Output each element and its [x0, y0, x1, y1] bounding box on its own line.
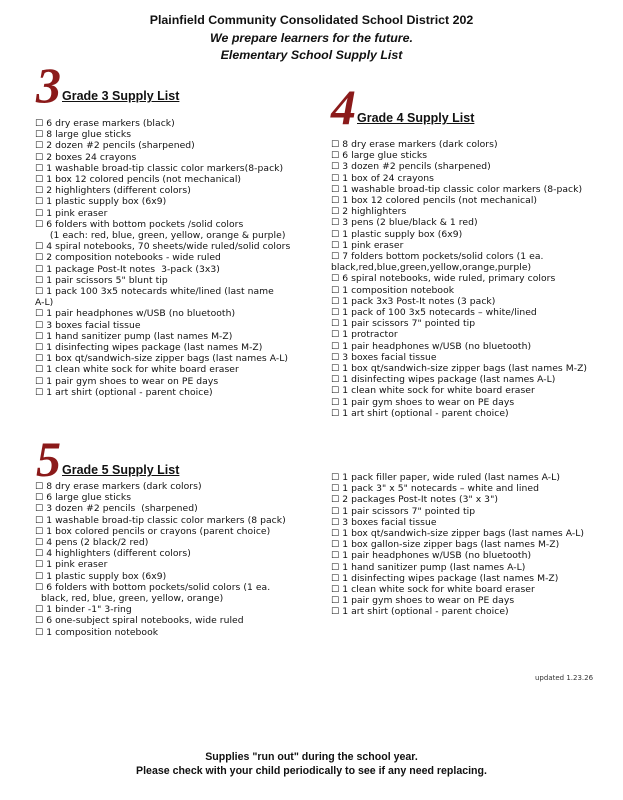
supply-item: ☐ 1 art shirt (optional - parent choice)	[331, 407, 509, 419]
grade3-heading	[36, 57, 180, 113]
supply-item: ☐ 1 box 12 colored pencils (not mechanical)	[331, 195, 538, 207]
supply-item: ☐ 3 boxes facial tissue	[331, 351, 437, 363]
supply-item: ☐ 1 box qt/sandwich-size zipper bags (last names A-L)	[35, 353, 289, 365]
supply-item: ☐ 1 box qt/sandwich-size zipper bags (last names M-Z)	[331, 363, 588, 375]
district-motto: We prepare learners for the future.	[210, 31, 413, 45]
supply-item: ☐ 3 pens (2 blue/black & 1 red)	[331, 217, 478, 229]
supply-item: ☐ 7 folders bottom pockets/solid colors (1 ea.	[331, 251, 544, 263]
supply-item: ☐ 2 dozen #2 pencils (sharpened)	[35, 140, 195, 152]
grade4-supply-list	[331, 139, 587, 419]
document-title: Elementary School Supply List	[220, 48, 403, 62]
grade3-supply-list	[35, 118, 290, 398]
supply-item: (1 each: red, blue, green, yellow, orange & purple)	[35, 230, 286, 242]
grade4-title: Grade 4 Supply List	[357, 111, 475, 125]
supply-item: ☐ 1 pink eraser	[35, 559, 108, 571]
supply-item: ☐ 1 pink eraser	[35, 207, 108, 219]
supply-item: ☐ 3 dozen #2 pencils (sharpened)	[35, 503, 198, 515]
supply-item: ☐ 6 folders with bottom pockets/solid colors (1 ea.	[35, 581, 271, 593]
supply-item: ☐ 2 highlighters (different colors)	[35, 185, 191, 197]
supply-item: ☐ 1 pair scissors 7" pointed tip	[331, 505, 476, 517]
supply-item: ☐ 8 dry erase markers (dark colors)	[331, 139, 498, 150]
supply-item: ☐ 1 pack of 100 3x5 notecards – white/lined	[331, 307, 537, 319]
supply-item: ☐ 1 plastic supply box (6x9)	[35, 196, 167, 208]
district-name: Plainfield Community Consolidated School District 202	[149, 13, 474, 27]
supply-item: ☐ 2 highlighters	[331, 206, 407, 218]
grade5-title: Grade 5 Supply List	[62, 463, 180, 477]
supply-item: ☐ 1 clean white sock for white board eraser	[331, 584, 535, 596]
supply-item: ☐ 1 box of 24 crayons	[331, 172, 435, 184]
supply-item: ☐ 1 pair headphones w/USB (no bluetooth)	[331, 340, 532, 352]
supply-item: ☐ 1 pink eraser	[331, 239, 404, 251]
supply-item: black,red,blue,green,yellow,orange,purple)	[331, 262, 532, 274]
supply-item: ☐ 4 pens (2 black/2 red)	[35, 537, 149, 549]
supply-item: ☐ 1 plastic supply box (6x9)	[35, 570, 167, 582]
supply-item: ☐ 6 large glue sticks	[35, 492, 132, 504]
supply-item: ☐ 8 dry erase markers (dark colors)	[35, 481, 202, 492]
supply-item: ☐ 1 pair scissors 5" blunt tip	[35, 274, 168, 286]
supply-item: A-L)	[35, 297, 54, 309]
supply-item: ☐ 1 pack filler paper, wide ruled (last names A-L)	[331, 472, 560, 483]
supply-item: ☐ 1 pair headphones w/USB (no bluetooth)	[35, 308, 236, 320]
supply-item: ☐ 1 package Post-It notes 3-pack (3x3)	[35, 263, 220, 275]
supply-item: ☐ 1 hand sanitizer pump (last names M-Z)	[35, 330, 233, 342]
supply-item: ☐ 1 protractor	[331, 329, 398, 341]
supply-item: ☐ 1 disinfecting wipes package (last names M-Z)	[331, 572, 559, 584]
supply-item: ☐ 6 one-subject spiral notebooks, wide ruled	[35, 615, 244, 627]
supply-item: ☐ 1 art shirt (optional - parent choice)	[35, 386, 213, 398]
supply-item: ☐ 4 highlighters (different colors)	[35, 548, 191, 560]
supply-item: ☐ 1 pair gym shoes to wear on PE days	[331, 396, 515, 408]
supply-item: ☐ 4 spiral notebooks, 70 sheets/wide ruled/solid colors	[35, 241, 291, 253]
supply-item: ☐ 1 disinfecting wipes package (last names M-Z)	[35, 342, 263, 354]
supply-item: ☐ 1 art shirt (optional - parent choice)	[331, 606, 509, 618]
supply-item: ☐ 1 washable broad-tip classic color markers(8-pack)	[35, 162, 284, 174]
supply-item: ☐ 1 pair scissors 7" pointed tip	[331, 318, 476, 330]
grade5-heading	[36, 431, 180, 487]
supply-item: ☐ 1 washable broad-tip classic color markers (8-pack)	[331, 183, 583, 195]
supply-item: ☐ 1 clean white sock for white board eraser	[331, 385, 535, 397]
supply-item: ☐ 1 composition notebook	[331, 284, 455, 296]
supply-item: ☐ 1 washable broad-tip classic color markers (8 pack)	[35, 514, 286, 526]
supply-item: ☐ 1 pair gym shoes to wear on PE days	[331, 595, 515, 607]
grade3-numeral: 3	[36, 57, 60, 113]
supply-item: ☐ 1 pack 100 3x5 notecards white/lined (last name	[35, 286, 274, 298]
footer-line-1: Supplies "run out" during the school year.	[205, 751, 418, 763]
grade5-supply-list-right	[331, 472, 584, 618]
supply-item: ☐ 1 binder -1" 3-ring	[35, 604, 132, 616]
updated-date: updated 1.23.26	[535, 674, 594, 682]
grade4-heading	[331, 79, 475, 135]
supply-item: ☐ 6 large glue sticks	[331, 150, 428, 162]
grade5-numeral: 5	[36, 431, 60, 487]
grade5-supply-list-left	[35, 481, 286, 638]
supply-item: ☐ 1 plastic supply box (6x9)	[331, 228, 463, 240]
grade3-title: Grade 3 Supply List	[62, 89, 180, 103]
supply-item: ☐ 2 boxes 24 crayons	[35, 151, 137, 163]
supply-item: ☐ 1 clean white sock for white board eraser	[35, 364, 239, 376]
supply-item: ☐ 1 box 12 colored pencils (not mechanical)	[35, 174, 242, 186]
supply-item: black, red, blue, green, yellow, orange)	[35, 593, 224, 605]
supply-item: ☐ 8 large glue sticks	[35, 129, 132, 141]
supply-item: ☐ 1 hand sanitizer pump (last names A-L)	[331, 561, 526, 573]
supply-item: ☐ 1 disinfecting wipes package (last names A-L)	[331, 374, 556, 386]
supply-item: ☐ 3 boxes facial tissue	[35, 319, 141, 331]
grade4-numeral: 4	[331, 79, 355, 135]
supply-item: ☐ 1 composition notebook	[35, 626, 159, 638]
supply-item: ☐ 1 pack 3x3 Post-It notes (3 pack)	[331, 295, 496, 307]
supply-item: ☐ 3 boxes facial tissue	[331, 516, 437, 528]
supply-item: ☐ 1 box gallon-size zipper bags (last names M-Z)	[331, 539, 560, 551]
supply-item: ☐ 1 box colored pencils or crayons (parent choice)	[35, 525, 271, 537]
supply-item: ☐ 6 dry erase markers (black)	[35, 118, 175, 129]
supply-item: ☐ 6 folders with bottom pockets /solid colors	[35, 218, 244, 230]
supply-item: ☐ 1 pack 3" x 5" notecards – white and lined	[331, 483, 539, 495]
supply-item: ☐ 1 pair headphones w/USB (no bluetooth)	[331, 550, 532, 562]
supply-item: ☐ 1 pair gym shoes to wear on PE days	[35, 375, 219, 387]
supply-item: ☐ 6 spiral notebooks, wide ruled, primary colors	[331, 273, 556, 285]
footer-line-2: Please check with your child periodically to see if any need replacing.	[136, 765, 487, 777]
supply-item: ☐ 2 composition notebooks - wide ruled	[35, 252, 221, 264]
supply-item: ☐ 2 packages Post-It notes (3" x 3")	[331, 494, 498, 506]
supply-item: ☐ 1 box qt/sandwich-size zipper bags (last names A-L)	[331, 528, 585, 540]
supply-item: ☐ 3 dozen #2 pencils (sharpened)	[331, 161, 491, 173]
